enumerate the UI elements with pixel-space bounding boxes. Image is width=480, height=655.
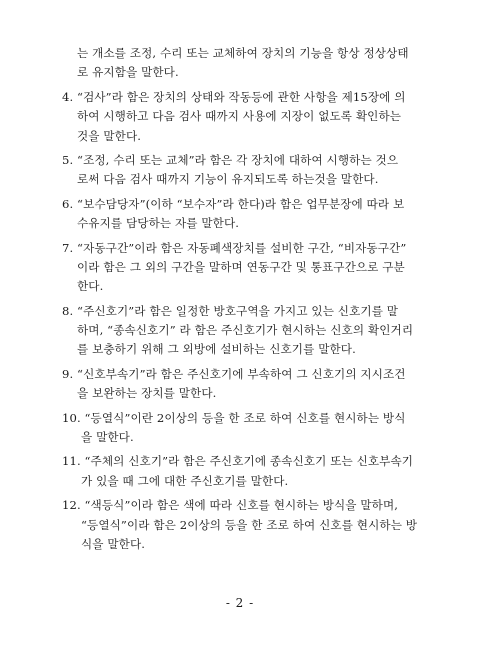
text-line: 를 보충하기 위해 그 외방에 설비하는 신호기를 말한다.: [77, 342, 356, 357]
definition-item-start: 9. “신호부속기”라 함은 주신호기에 부속하여 그 신호기의 지시조건: [62, 366, 406, 381]
text-line: 가 있을 때 그에 대한 주신호기를 말한다.: [81, 473, 289, 488]
definition-item-start: 6. “보수담당자”(이하 “보수자”라 한다)라 함은 업무분장에 따라 보: [62, 196, 405, 211]
page-number: - 2 -: [225, 596, 255, 610]
text-line: 로써 다음 검사 때까지 기능이 유지되도록 하는것을 말한다.: [77, 172, 379, 187]
definition-item-start: 4. “검사”라 함은 장치의 상태와 작동등에 관한 사항을 제15장에 의: [62, 89, 406, 104]
text-line: “등열식”이라 함은 2이상의 등을 한 조로 하여 신호를 현시하는 방: [81, 517, 418, 532]
document-body: [62, 44, 432, 554]
text-line: 로 유지함을 말한다.: [77, 65, 179, 80]
text-line: 수유지를 담당하는 자를 말한다.: [77, 216, 240, 231]
definition-item-start: 10. “등열식”이란 2이상의 등을 한 조로 하여 신호를 현시하는 방식: [62, 410, 406, 425]
text-line: 한다.: [77, 279, 104, 294]
definition-item-start: 12. “색등식”이라 함은 색에 따라 신호를 현시하는 방식을 말하며,: [62, 498, 399, 513]
definition-item-start: 7. “자동구간”이라 함은 자동폐색장치를 설비한 구간, “비자동구간”: [62, 240, 407, 255]
text-line: 을 말한다.: [81, 430, 134, 445]
definition-item-start: 8. “주신호기”라 함은 일정한 방호구역을 가지고 있는 신호기를 말: [62, 303, 399, 318]
text-line: 이라 함은 그 외의 구간을 말하며 연동구간 및 통표구간으로 구분: [77, 259, 405, 274]
definition-item-start: 11. “주체의 신호기”라 함은 주신호기에 종속신호기 또는 신호부속기: [62, 454, 414, 469]
text-line: 을 보완하는 장치를 말한다.: [77, 386, 217, 401]
text-line: 것을 말한다.: [77, 128, 142, 143]
text-line: 는 개소를 조정, 수리 또는 교체하여 장치의 기능을 항상 정상상태: [77, 46, 409, 60]
text-line: 하며, “종속신호기” 라 함은 주신호기가 현시하는 신호의 확인거리: [77, 323, 414, 338]
definition-item-start: 5. “조정, 수리 또는 교체”라 함은 각 장치에 대하여 시행하는 것으: [62, 152, 399, 167]
text-line: 하여 시행하고 다음 검사 때까지 사용에 지장이 없도록 확인하는: [77, 109, 402, 124]
text-line: 식을 말한다.: [81, 536, 146, 551]
